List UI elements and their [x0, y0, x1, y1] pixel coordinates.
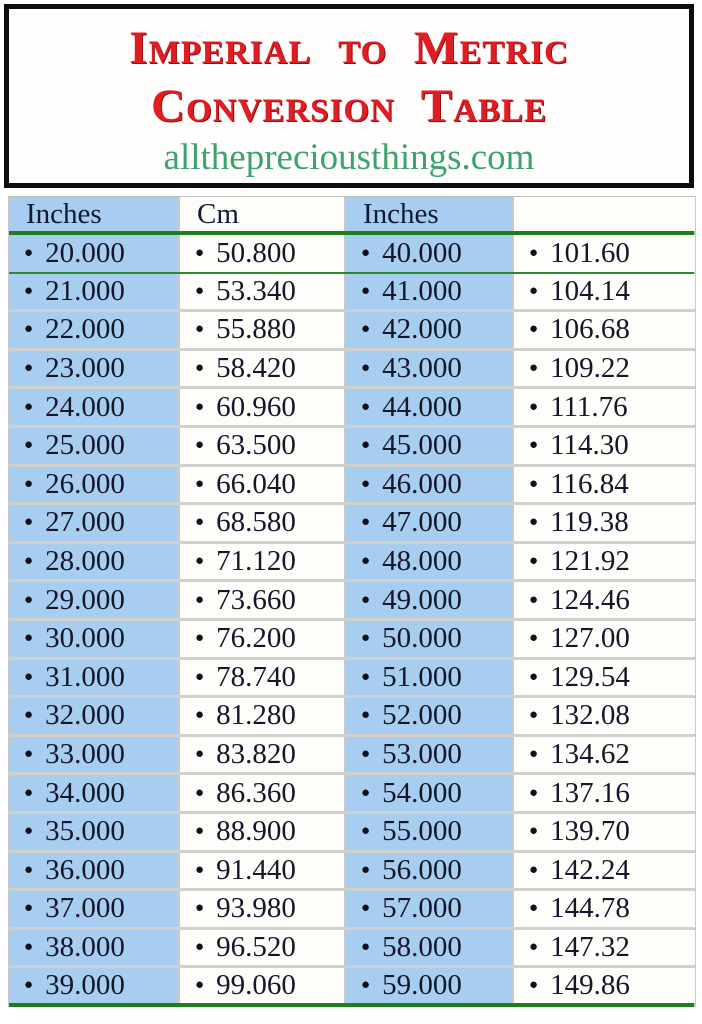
cell-value: 27.000	[45, 506, 125, 539]
table-cell	[346, 930, 514, 966]
cell-value: 32.000	[45, 699, 125, 732]
table-cell	[514, 505, 695, 541]
cell-value: 59.000	[382, 969, 462, 1002]
table-cell	[514, 235, 695, 272]
table-row	[9, 968, 694, 1007]
table-cell	[180, 312, 346, 348]
table-row	[9, 312, 694, 351]
bullet-icon: ●	[24, 321, 34, 338]
bullet-icon: ●	[24, 398, 34, 415]
table-cell	[180, 428, 346, 464]
bullet-icon: ●	[195, 321, 205, 338]
table-cell	[514, 389, 695, 425]
bullet-icon: ●	[361, 244, 371, 261]
table-cell	[346, 312, 514, 348]
cell-value: 58.000	[382, 930, 462, 963]
cell-value: 42.000	[382, 313, 462, 346]
table-cell	[180, 775, 346, 811]
bullet-icon: ●	[24, 437, 34, 454]
bullet-icon: ●	[529, 398, 539, 415]
bullet-icon: ●	[529, 553, 539, 570]
table-row	[9, 737, 694, 776]
table-cell	[9, 775, 180, 811]
table-cell	[514, 660, 695, 696]
bullet-icon: ●	[529, 514, 539, 531]
table-cell	[346, 621, 514, 657]
bullet-icon: ●	[24, 360, 34, 377]
table-cell	[9, 891, 180, 927]
title-line-2: Conversion Table	[151, 80, 547, 132]
cell-value: 34.000	[45, 776, 125, 809]
bullet-icon: ●	[361, 707, 371, 724]
cell-value: 137.16	[550, 776, 630, 809]
bullet-icon: ●	[361, 668, 371, 685]
table-cell	[514, 351, 695, 387]
bullet-icon: ●	[195, 746, 205, 763]
table-row	[9, 389, 694, 428]
title-line-1: Imperial to Metric	[129, 22, 569, 74]
bullet-icon: ●	[195, 282, 205, 299]
table-cell	[346, 853, 514, 889]
table-cell	[180, 467, 346, 503]
cell-value: 51.000	[382, 660, 462, 693]
cell-value: 54.000	[382, 776, 462, 809]
column-header-cm-1: Cm	[180, 197, 346, 231]
table-cell	[514, 891, 695, 927]
column-header-empty	[514, 197, 695, 231]
cell-value: 25.000	[45, 429, 125, 462]
cell-value: 39.000	[45, 969, 125, 1002]
bullet-icon: ●	[361, 475, 371, 492]
cell-value: 119.38	[550, 506, 629, 539]
bullet-icon: ●	[361, 591, 371, 608]
bullet-icon: ●	[24, 938, 34, 955]
column-header-inches-0: Inches	[9, 197, 180, 231]
table-cell	[9, 544, 180, 580]
table-cell	[180, 930, 346, 966]
table-row	[9, 930, 694, 969]
table-cell	[180, 814, 346, 850]
bullet-icon: ●	[24, 514, 34, 531]
bullet-icon: ●	[529, 321, 539, 338]
bullet-icon: ●	[195, 900, 205, 917]
bullet-icon: ●	[529, 707, 539, 724]
table-cell	[9, 389, 180, 425]
table-cell	[346, 814, 514, 850]
cell-value: 46.000	[382, 467, 462, 500]
cell-value: 29.000	[45, 583, 125, 616]
table-cell	[9, 235, 180, 272]
cell-value: 44.000	[382, 390, 462, 423]
bullet-icon: ●	[195, 553, 205, 570]
table-cell	[9, 505, 180, 541]
cell-value: 88.900	[216, 815, 296, 848]
table-cell	[9, 853, 180, 889]
bullet-icon: ●	[195, 475, 205, 492]
table-cell	[514, 853, 695, 889]
table-cell	[346, 505, 514, 541]
bullet-icon: ●	[361, 321, 371, 338]
site-url: allthepreciousthings.com	[163, 137, 535, 178]
bullet-icon: ●	[24, 282, 34, 299]
table-row	[9, 428, 694, 467]
bullet-icon: ●	[529, 475, 539, 492]
bullet-icon: ●	[195, 437, 205, 454]
table-cell	[346, 544, 514, 580]
cell-value: 33.000	[45, 738, 125, 771]
bullet-icon: ●	[24, 784, 34, 801]
table-cell	[180, 389, 346, 425]
table-cell	[514, 312, 695, 348]
bullet-icon: ●	[24, 244, 34, 261]
table-cell	[346, 737, 514, 773]
bullet-icon: ●	[361, 823, 371, 840]
bullet-icon: ●	[361, 514, 371, 531]
table-cell	[346, 351, 514, 387]
cell-value: 71.120	[216, 545, 296, 578]
cell-value: 96.520	[216, 930, 296, 963]
bullet-icon: ●	[361, 553, 371, 570]
cell-value: 149.86	[550, 969, 630, 1002]
table-row	[9, 235, 694, 274]
cell-value: 40.000	[382, 236, 462, 269]
bullet-icon: ●	[529, 437, 539, 454]
cell-value: 28.000	[45, 545, 125, 578]
cell-value: 132.08	[550, 699, 630, 732]
bullet-icon: ●	[195, 861, 205, 878]
cell-value: 124.46	[550, 583, 630, 616]
bullet-icon: ●	[361, 630, 371, 647]
bullet-icon: ●	[529, 668, 539, 685]
table-cell	[346, 389, 514, 425]
bullet-icon: ●	[24, 630, 34, 647]
cell-value: 73.660	[216, 583, 296, 616]
bullet-icon: ●	[195, 514, 205, 531]
table-cell	[180, 621, 346, 657]
cell-value: 129.54	[550, 660, 630, 693]
table-cell	[9, 351, 180, 387]
table-cell	[9, 968, 180, 1003]
table-row	[9, 853, 694, 892]
bullet-icon: ●	[529, 900, 539, 917]
table-cell	[514, 775, 695, 811]
cell-value: 57.000	[382, 892, 462, 925]
table-cell	[514, 814, 695, 850]
cell-value: 114.30	[550, 429, 629, 462]
cell-value: 109.22	[550, 352, 630, 385]
bullet-icon: ●	[529, 630, 539, 647]
table-cell	[9, 428, 180, 464]
cell-value: 106.68	[550, 313, 630, 346]
table-row	[9, 351, 694, 390]
cell-value: 101.60	[550, 236, 630, 269]
cell-value: 111.76	[550, 390, 628, 423]
cell-value: 21.000	[45, 274, 125, 307]
table-cell	[180, 853, 346, 889]
cell-value: 116.84	[550, 467, 629, 500]
bullet-icon: ●	[529, 360, 539, 377]
table-row	[9, 582, 694, 621]
bullet-icon: ●	[195, 977, 205, 994]
table-header-row	[9, 197, 694, 235]
cell-value: 81.280	[216, 699, 296, 732]
bullet-icon: ●	[361, 746, 371, 763]
table-row	[9, 621, 694, 660]
cell-value: 38.000	[45, 930, 125, 963]
cell-value: 55.000	[382, 815, 462, 848]
table-cell	[9, 737, 180, 773]
table-cell	[514, 274, 695, 310]
table-cell	[346, 235, 514, 272]
bullet-icon: ●	[195, 591, 205, 608]
table-row	[9, 891, 694, 930]
cell-value: 53.000	[382, 738, 462, 771]
column-header-inches-2: Inches	[346, 197, 514, 231]
cell-value: 144.78	[550, 892, 630, 925]
bullet-icon: ●	[195, 707, 205, 724]
table-cell	[180, 968, 346, 1003]
cell-value: 36.000	[45, 853, 125, 886]
bullet-icon: ●	[529, 823, 539, 840]
bullet-icon: ●	[195, 398, 205, 415]
bullet-icon: ●	[529, 784, 539, 801]
table-cell	[514, 544, 695, 580]
bullet-icon: ●	[195, 823, 205, 840]
bullet-icon: ●	[529, 938, 539, 955]
cell-value: 35.000	[45, 815, 125, 848]
table-cell	[9, 582, 180, 618]
cell-value: 31.000	[45, 660, 125, 693]
bullet-icon: ●	[24, 977, 34, 994]
bullet-icon: ●	[361, 861, 371, 878]
bullet-icon: ●	[361, 784, 371, 801]
cell-value: 30.000	[45, 622, 125, 655]
cell-value: 91.440	[216, 853, 296, 886]
table-cell	[514, 621, 695, 657]
table-cell	[514, 698, 695, 734]
bullet-icon: ●	[529, 244, 539, 261]
table-cell	[180, 544, 346, 580]
bullet-icon: ●	[195, 630, 205, 647]
table-cell	[180, 351, 346, 387]
cell-value: 41.000	[382, 274, 462, 307]
bullet-icon: ●	[195, 360, 205, 377]
bullet-icon: ●	[195, 938, 205, 955]
table-cell	[514, 930, 695, 966]
bullet-icon: ●	[529, 591, 539, 608]
cell-value: 58.420	[216, 352, 296, 385]
cell-value: 86.360	[216, 776, 296, 809]
bullet-icon: ●	[529, 861, 539, 878]
table-cell	[9, 930, 180, 966]
bullet-icon: ●	[24, 900, 34, 917]
table-cell	[180, 505, 346, 541]
cell-value: 22.000	[45, 313, 125, 346]
table-cell	[346, 660, 514, 696]
table-cell	[180, 274, 346, 310]
cell-value: 50.000	[382, 622, 462, 655]
cell-value: 142.24	[550, 853, 630, 886]
cell-value: 49.000	[382, 583, 462, 616]
table-row	[9, 505, 694, 544]
cell-value: 43.000	[382, 352, 462, 385]
cell-value: 56.000	[382, 853, 462, 886]
cell-value: 134.62	[550, 738, 630, 771]
cell-value: 78.740	[216, 660, 296, 693]
cell-value: 63.500	[216, 429, 296, 462]
cell-value: 104.14	[550, 274, 630, 307]
table-cell	[514, 582, 695, 618]
cell-value: 26.000	[45, 467, 125, 500]
bullet-icon: ●	[529, 746, 539, 763]
bullet-icon: ●	[529, 282, 539, 299]
table-row	[9, 274, 694, 313]
bullet-icon: ●	[361, 360, 371, 377]
bullet-icon: ●	[195, 244, 205, 261]
table-cell	[180, 737, 346, 773]
bullet-icon: ●	[24, 668, 34, 685]
table-row	[9, 660, 694, 699]
table-row	[9, 775, 694, 814]
table-row	[9, 467, 694, 506]
table-row	[9, 698, 694, 737]
cell-value: 23.000	[45, 352, 125, 385]
bullet-icon: ●	[361, 437, 371, 454]
table-cell	[514, 737, 695, 773]
bullet-icon: ●	[361, 938, 371, 955]
table-cell	[180, 698, 346, 734]
table-cell	[346, 968, 514, 1003]
cell-value: 45.000	[382, 429, 462, 462]
bullet-icon: ●	[361, 398, 371, 415]
table-cell	[346, 698, 514, 734]
bullet-icon: ●	[24, 823, 34, 840]
cell-value: 83.820	[216, 738, 296, 771]
bullet-icon: ●	[195, 784, 205, 801]
table-cell	[346, 274, 514, 310]
bullet-icon: ●	[361, 900, 371, 917]
bullet-icon: ●	[361, 282, 371, 299]
conversion-table	[8, 196, 696, 1007]
table-row	[9, 544, 694, 583]
cell-value: 147.32	[550, 930, 630, 963]
cell-value: 68.580	[216, 506, 296, 539]
table-cell	[346, 775, 514, 811]
table-cell	[514, 968, 695, 1003]
table-cell	[180, 891, 346, 927]
cell-value: 139.70	[550, 815, 630, 848]
bullet-icon: ●	[361, 977, 371, 994]
table-cell	[9, 660, 180, 696]
cell-value: 93.980	[216, 892, 296, 925]
bullet-icon: ●	[24, 746, 34, 763]
table-cell	[9, 621, 180, 657]
table-row	[9, 814, 694, 853]
cell-value: 121.92	[550, 545, 630, 578]
bullet-icon: ●	[24, 475, 34, 492]
cell-value: 48.000	[382, 545, 462, 578]
bullet-icon: ●	[529, 977, 539, 994]
cell-value: 76.200	[216, 622, 296, 655]
bullet-icon: ●	[195, 668, 205, 685]
bullet-icon: ●	[24, 553, 34, 570]
cell-value: 50.800	[216, 236, 296, 269]
bullet-icon: ●	[24, 861, 34, 878]
bullet-icon: ●	[24, 591, 34, 608]
table-cell	[514, 467, 695, 503]
cell-value: 47.000	[382, 506, 462, 539]
cell-value: 60.960	[216, 390, 296, 423]
cell-value: 66.040	[216, 467, 296, 500]
table-cell	[9, 274, 180, 310]
table-cell	[9, 467, 180, 503]
cell-value: 53.340	[216, 274, 296, 307]
cell-value: 24.000	[45, 390, 125, 423]
table-cell	[180, 660, 346, 696]
table-cell	[346, 891, 514, 927]
table-cell	[346, 428, 514, 464]
table-cell	[180, 235, 346, 272]
cell-value: 127.00	[550, 622, 630, 655]
title-panel	[4, 4, 694, 188]
cell-value: 99.060	[216, 969, 296, 1002]
cell-value: 37.000	[45, 892, 125, 925]
cell-value: 55.880	[216, 313, 296, 346]
cell-value: 52.000	[382, 699, 462, 732]
cell-value: 20.000	[45, 236, 125, 269]
table-cell	[346, 582, 514, 618]
table-cell	[9, 814, 180, 850]
table-cell	[9, 312, 180, 348]
table-cell	[346, 467, 514, 503]
bullet-icon: ●	[24, 707, 34, 724]
table-cell	[180, 582, 346, 618]
table-cell	[9, 698, 180, 734]
table-cell	[514, 428, 695, 464]
